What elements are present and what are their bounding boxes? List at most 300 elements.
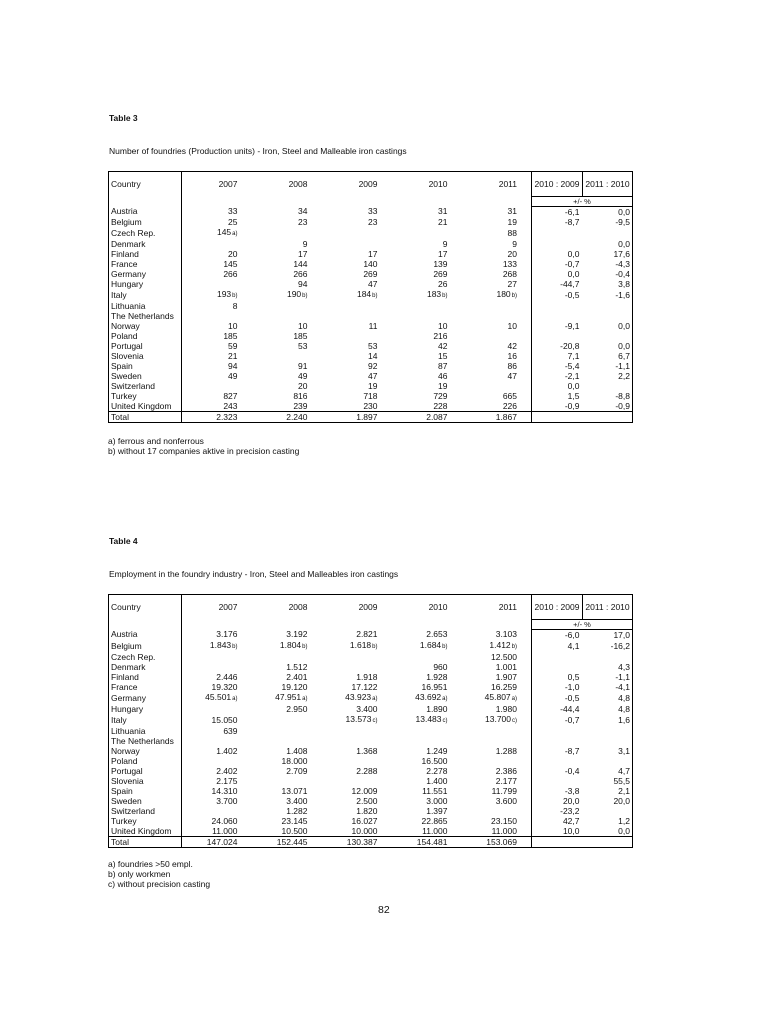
change-cell-value: -23,2 <box>560 805 580 816</box>
country-name <box>109 341 182 351</box>
value-cell-value: 144 <box>293 258 308 269</box>
value-cell <box>252 786 322 796</box>
value-cell-value: 133 <box>502 258 517 269</box>
change-cell <box>583 341 633 351</box>
change-cell <box>583 652 633 662</box>
column-header <box>392 172 462 197</box>
value-cell <box>252 321 322 331</box>
column-header <box>322 172 392 197</box>
table-row <box>109 672 633 682</box>
value-cell-value: 3.700 <box>216 795 238 806</box>
table-row <box>109 361 633 371</box>
value-cell-value: 43.692 <box>415 691 442 702</box>
country-name <box>109 371 182 381</box>
value-cell-value: 22.865 <box>421 815 448 826</box>
change-cell <box>532 806 583 816</box>
change-cell <box>532 682 583 692</box>
value-cell-value: 10.000 <box>351 825 378 836</box>
value-cell-value: 1.512 <box>286 661 308 672</box>
change-cell <box>532 714 583 726</box>
change-cell <box>583 289 633 301</box>
change-cell-value: -1,0 <box>564 681 580 692</box>
value-cell <box>252 640 322 652</box>
value-cell <box>392 381 462 391</box>
value-cell <box>392 756 462 766</box>
country-name-value: Italy <box>111 714 127 725</box>
total-value <box>182 836 252 847</box>
value-cell <box>182 331 252 341</box>
value-cell <box>182 351 252 361</box>
change-cell-value: 3,1 <box>618 745 630 756</box>
footnote-marker: a) <box>442 695 448 702</box>
value-cell-value: 11.000 <box>212 825 238 836</box>
change-cell-value: -0,9 <box>615 400 630 411</box>
country-name <box>109 714 182 726</box>
column-header-value: 2009 <box>358 179 378 189</box>
value-cell-value: 14 <box>368 350 378 361</box>
change-cell-value: 3,8 <box>618 278 630 289</box>
value-cell-value: 13.700 <box>485 713 511 724</box>
value-cell-value: 34 <box>298 206 308 217</box>
value-cell <box>182 217 252 227</box>
value-cell <box>322 652 392 662</box>
value-cell-value: 1.618 <box>349 639 372 650</box>
country-name <box>109 746 182 756</box>
column-header <box>532 172 583 197</box>
value-cell <box>252 269 322 279</box>
value-cell <box>462 279 532 289</box>
table-row <box>109 736 633 746</box>
unit-spacer <box>252 619 322 629</box>
value-cell <box>182 321 252 331</box>
value-cell-value: 665 <box>502 390 517 401</box>
change-cell <box>583 331 633 341</box>
change-cell <box>532 331 583 341</box>
value-cell <box>252 279 322 289</box>
change-cell <box>532 726 583 736</box>
value-cell <box>252 301 322 311</box>
value-cell <box>252 662 322 672</box>
table-row <box>109 704 633 714</box>
change-cell <box>583 279 633 289</box>
country-name-value: Lithuania <box>111 725 146 736</box>
table-row <box>109 227 633 239</box>
column-header <box>252 595 322 620</box>
value-cell-value: 2.709 <box>286 765 308 776</box>
change-cell-value: 0,0 <box>618 206 630 217</box>
table-row <box>109 662 633 672</box>
value-cell <box>182 227 252 239</box>
value-cell <box>462 371 532 381</box>
column-header-value: 2008 <box>288 179 308 189</box>
value-cell-value: 228 <box>433 400 448 411</box>
total-value <box>462 836 532 847</box>
value-cell <box>392 279 462 289</box>
footnote-marker: a) <box>302 695 308 702</box>
value-cell-value: 13.573 <box>345 713 372 724</box>
value-cell <box>392 714 462 726</box>
change-cell-value: -44,4 <box>560 703 580 714</box>
value-cell-value: 20 <box>228 248 238 259</box>
change-cell-value: -4,3 <box>615 258 630 269</box>
change-cell <box>583 401 633 412</box>
value-cell-value: 45.807 <box>484 691 511 702</box>
change-cell <box>532 361 583 371</box>
country-name <box>109 269 182 279</box>
value-cell-value: 1.980 <box>495 703 517 714</box>
value-cell <box>252 704 322 714</box>
change-cell <box>532 786 583 796</box>
change-cell-value: 4,3 <box>618 661 630 672</box>
column-header-value: 2011 <box>498 602 517 612</box>
change-cell-value: 0,0 <box>567 248 580 259</box>
change-cell <box>583 766 633 776</box>
footnote-marker: b) <box>232 292 238 299</box>
change-cell-value: -8,7 <box>564 216 580 227</box>
country-name-value: United Kingdom <box>111 400 172 411</box>
value-cell <box>322 714 392 726</box>
value-cell <box>392 672 462 682</box>
value-cell <box>392 826 462 837</box>
header-row <box>109 595 633 620</box>
value-cell-value: 185 <box>293 330 308 341</box>
value-cell <box>322 692 392 704</box>
total-value <box>322 836 392 847</box>
change-cell <box>583 321 633 331</box>
value-cell-value: 639 <box>223 725 238 736</box>
column-header <box>392 595 462 620</box>
change-cell-value: 0,0 <box>618 238 630 249</box>
value-cell-value: 3.400 <box>356 703 378 714</box>
value-cell-value: 47 <box>368 370 378 381</box>
value-cell <box>252 682 322 692</box>
value-cell <box>252 239 322 249</box>
value-cell-value: 180 <box>496 288 511 299</box>
change-cell-value: -0,7 <box>564 258 580 269</box>
value-cell-value: 1.402 <box>216 745 238 756</box>
value-cell-value: 94 <box>298 278 308 289</box>
value-cell-value: 11.799 <box>491 785 517 796</box>
column-header <box>182 172 252 197</box>
change-cell <box>532 401 583 412</box>
value-cell-value: 16.259 <box>491 681 517 692</box>
table-row <box>109 756 633 766</box>
value-cell-value: 2.401 <box>286 671 308 682</box>
value-cell <box>182 756 252 766</box>
value-cell-value: 10 <box>228 320 238 331</box>
change-cell-value: 0,5 <box>567 671 580 682</box>
total-change-empty <box>583 836 633 847</box>
value-cell <box>392 736 462 746</box>
change-cell <box>583 826 633 837</box>
table-row <box>109 714 633 726</box>
value-cell <box>462 806 532 816</box>
value-cell <box>392 796 462 806</box>
value-cell-value: 59 <box>228 340 238 351</box>
change-cell-value: 4,8 <box>618 703 630 714</box>
value-cell <box>462 682 532 692</box>
table4-note-a: a) foundries >50 empl. <box>108 859 193 869</box>
country-name-value: The Netherlands <box>111 310 174 321</box>
column-header <box>322 595 392 620</box>
table-row <box>109 341 633 351</box>
unit-spacer <box>182 196 252 206</box>
value-cell <box>392 311 462 321</box>
value-cell <box>182 341 252 351</box>
country-name <box>109 816 182 826</box>
value-cell <box>322 766 392 776</box>
value-cell <box>182 682 252 692</box>
value-cell <box>392 301 462 311</box>
value-cell <box>462 259 532 269</box>
value-cell <box>462 726 532 736</box>
change-cell <box>532 269 583 279</box>
change-cell-value: -3,8 <box>564 785 580 796</box>
country-name <box>109 826 182 837</box>
column-header <box>532 595 583 620</box>
change-cell <box>583 726 633 736</box>
value-cell <box>252 391 322 401</box>
change-cell <box>532 381 583 391</box>
value-cell-value: 19 <box>507 216 517 227</box>
value-cell-value: 33 <box>368 206 378 217</box>
value-cell <box>462 736 532 746</box>
unit-row <box>109 196 633 206</box>
value-cell-value: 1.928 <box>426 671 448 682</box>
change-cell <box>583 381 633 391</box>
country-name-value: Denmark <box>111 661 146 672</box>
value-cell-value: 1.282 <box>286 805 308 816</box>
value-cell-value: 45.501 <box>205 691 232 702</box>
value-cell <box>462 692 532 704</box>
value-cell-value: 9 <box>442 238 448 249</box>
table3-description: Number of foundries (Production units) - Iron, Steel and Malleable iron castings <box>109 146 407 156</box>
unit-label: +/- % <box>532 196 633 206</box>
value-cell-value: 13.483 <box>415 713 442 724</box>
change-cell <box>583 259 633 269</box>
value-cell <box>392 766 462 776</box>
value-cell <box>462 776 532 786</box>
change-cell <box>583 239 633 249</box>
country-name <box>109 726 182 736</box>
value-cell <box>322 816 392 826</box>
change-cell-value: -1,6 <box>615 289 630 300</box>
value-cell <box>322 796 392 806</box>
change-cell <box>583 206 633 217</box>
header-row <box>109 172 633 197</box>
country-name-value: France <box>111 681 138 692</box>
table-row <box>109 331 633 341</box>
value-cell-value: 2.288 <box>356 765 378 776</box>
footnote-marker: b) <box>442 643 448 650</box>
country-name-value: United Kingdom <box>111 825 172 836</box>
country-name <box>109 652 182 662</box>
value-cell <box>322 206 392 217</box>
country-name <box>109 692 182 704</box>
value-cell <box>322 381 392 391</box>
value-cell-value: 23.150 <box>491 815 517 826</box>
change-cell <box>583 704 633 714</box>
total-value-value: 130.387 <box>346 836 378 847</box>
table3-label: Table 3 <box>109 113 138 123</box>
table-row <box>109 640 633 652</box>
table-row <box>109 766 633 776</box>
value-cell-value: 139 <box>433 258 448 269</box>
value-cell-value: 1.288 <box>495 745 517 756</box>
country-name-value: Sweden <box>111 370 142 381</box>
value-cell <box>462 301 532 311</box>
column-header-value: 2010 <box>428 179 448 189</box>
value-cell-value: 827 <box>223 390 238 401</box>
value-cell-value: 1.804 <box>279 639 302 650</box>
country-name <box>109 381 182 391</box>
value-cell <box>182 289 252 301</box>
value-cell-value: 266 <box>293 268 308 279</box>
country-name <box>109 351 182 361</box>
value-cell-value: 87 <box>438 360 448 371</box>
footnote-marker: c) <box>372 717 378 724</box>
value-cell-value: 243 <box>223 400 238 411</box>
value-cell-value: 2.446 <box>216 671 238 682</box>
value-cell <box>462 796 532 806</box>
value-cell <box>252 816 322 826</box>
value-cell <box>252 217 322 227</box>
value-cell-value: 145 <box>223 258 238 269</box>
change-cell <box>583 249 633 259</box>
value-cell-value: 49 <box>298 370 308 381</box>
value-cell <box>182 662 252 672</box>
change-cell-value: -0,4 <box>564 765 580 776</box>
table-row <box>109 652 633 662</box>
value-cell <box>252 289 322 301</box>
change-cell <box>532 239 583 249</box>
change-cell <box>532 796 583 806</box>
column-header <box>109 172 182 197</box>
value-cell <box>182 746 252 756</box>
column-header-value: 2010 : 2009 <box>534 601 580 612</box>
country-name <box>109 806 182 816</box>
change-cell <box>532 816 583 826</box>
value-cell-value: 17 <box>368 248 378 259</box>
footnote-marker: b) <box>372 292 378 299</box>
value-cell <box>392 321 462 331</box>
value-cell-value: 145 <box>216 226 232 237</box>
change-cell <box>583 662 633 672</box>
column-header-value: Country <box>111 602 141 612</box>
value-cell <box>462 629 532 640</box>
value-cell <box>392 629 462 640</box>
footnote-marker: c) <box>442 717 448 724</box>
value-cell-value: 9 <box>302 238 308 249</box>
value-cell <box>392 227 462 239</box>
value-cell-value: 1.412 <box>489 639 511 650</box>
value-cell <box>252 652 322 662</box>
value-cell <box>322 726 392 736</box>
value-cell <box>392 341 462 351</box>
country-name-value: Czech Rep. <box>111 651 156 662</box>
value-cell <box>182 640 252 652</box>
country-name <box>109 331 182 341</box>
change-cell-value: 42,7 <box>562 815 580 826</box>
change-cell <box>583 736 633 746</box>
change-cell <box>532 371 583 381</box>
change-cell <box>532 206 583 217</box>
country-name-value: Spain <box>111 785 133 796</box>
country-name <box>109 704 182 714</box>
change-cell-value: 1,6 <box>618 714 630 725</box>
value-cell <box>182 249 252 259</box>
change-cell <box>532 217 583 227</box>
value-cell <box>252 311 322 321</box>
total-label-value: Total <box>111 836 129 847</box>
value-cell-value: 23 <box>368 216 378 227</box>
country-name <box>109 736 182 746</box>
value-cell-value: 20 <box>298 380 308 391</box>
total-value-value: 2.323 <box>216 411 238 422</box>
country-name <box>109 682 182 692</box>
value-cell-value: 19 <box>438 380 448 391</box>
country-name-value: Norway <box>111 745 140 756</box>
value-cell <box>462 289 532 301</box>
value-cell <box>252 726 322 736</box>
country-name <box>109 629 182 640</box>
change-cell-value: 4,1 <box>567 640 580 651</box>
change-cell <box>532 736 583 746</box>
change-cell <box>583 391 633 401</box>
value-cell <box>252 766 322 776</box>
value-cell <box>252 341 322 351</box>
value-cell-value: 33 <box>228 206 238 217</box>
value-cell-value: 13.071 <box>281 785 308 796</box>
unit-spacer <box>322 196 392 206</box>
table-row <box>109 217 633 227</box>
value-cell <box>322 259 392 269</box>
change-cell <box>583 640 633 652</box>
value-cell <box>252 401 322 412</box>
country-name-value: Germany <box>111 692 146 703</box>
country-name <box>109 259 182 269</box>
column-header <box>462 595 532 620</box>
value-cell-value: 16.027 <box>351 815 378 826</box>
value-cell <box>322 746 392 756</box>
country-name-value: Finland <box>111 248 139 259</box>
table-row <box>109 401 633 412</box>
value-cell <box>462 351 532 361</box>
column-header-value: 2011 <box>498 179 517 189</box>
value-cell-value: 49 <box>228 370 238 381</box>
unit-spacer <box>392 196 462 206</box>
value-cell <box>322 776 392 786</box>
value-cell-value: 25 <box>228 216 238 227</box>
country-name <box>109 796 182 806</box>
unit-spacer <box>109 196 182 206</box>
value-cell-value: 1.890 <box>426 703 448 714</box>
value-cell <box>462 331 532 341</box>
value-cell-value: 10 <box>507 320 517 331</box>
table-row <box>109 746 633 756</box>
value-cell-value: 190 <box>286 288 302 299</box>
value-cell-value: 2.278 <box>426 765 448 776</box>
table-row <box>109 726 633 736</box>
column-header-value: 2007 <box>218 179 238 189</box>
value-cell <box>462 341 532 351</box>
value-cell-value: 2.500 <box>356 795 378 806</box>
value-cell <box>322 682 392 692</box>
value-cell <box>322 331 392 341</box>
table-row <box>109 351 633 361</box>
table-row <box>109 381 633 391</box>
value-cell <box>322 341 392 351</box>
